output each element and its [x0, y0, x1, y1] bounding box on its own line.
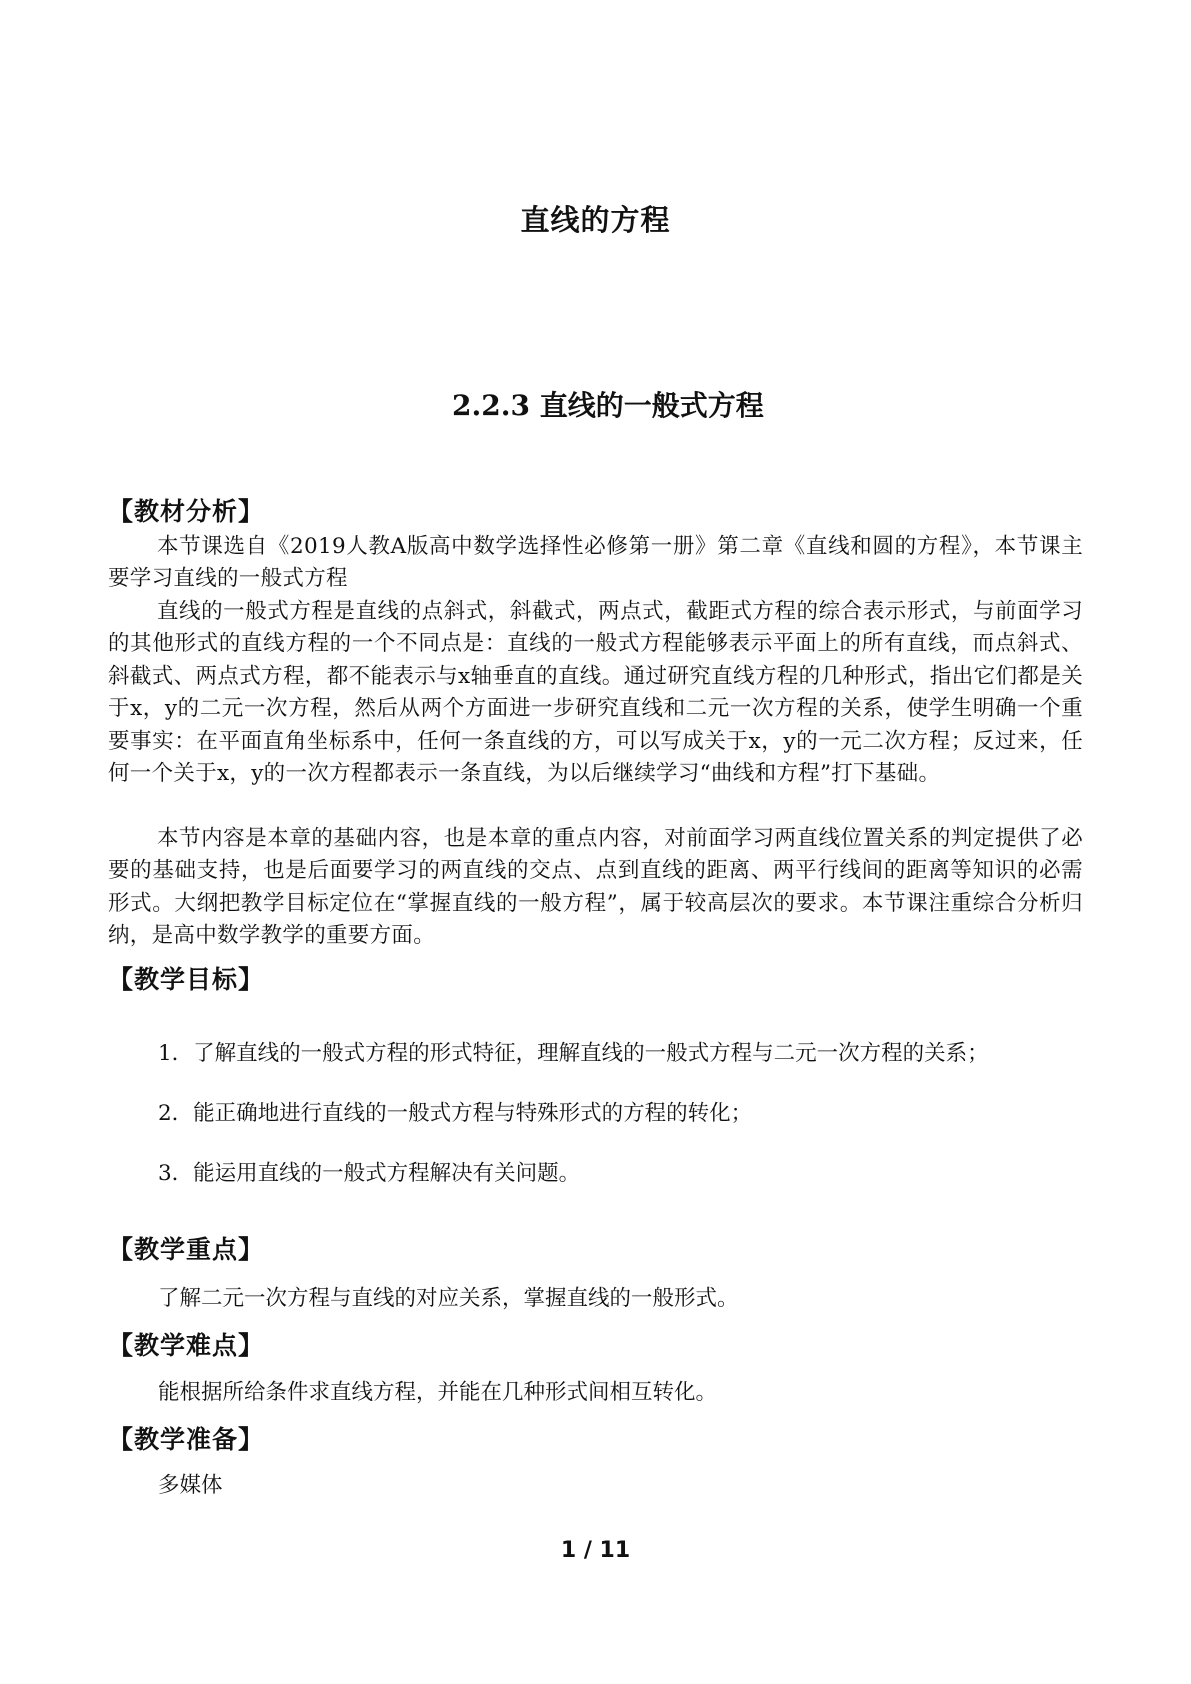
paragraph-textbook-analysis-2: 直线的一般式方程是直线的点斜式，斜截式，两点式，截距式方程的综合表示形式，与前面学习的其他形式的直线方程的一个不同点是：直线的一般式方程能够表示平面上的所有直线，而点斜式、斜截式、两点式方程，都不能表示与x轴垂直的直线。通过研究直线方程的几种形式，指出它们都是关于x，y的二元一次方程，然后从两个方面进一步研究直线和二元一次方程的关系，使学生明确一个重要事实：在平面直角坐标系中，任何一条直线的方，可以写成关于x，y的一元二次方程；反过来，任何一个关于x，y的一次方程都表示一条直线，为以后继续学习“曲线和方程”打下基础。: [108, 599, 1083, 787]
paragraph-textbook-analysis-3: 本节内容是本章的基础内容，也是本章的重点内容，对前面学习两直线位置关系的判定提供了必要的基础支持，也是后面要学习的两直线的交点、点到直线的距离、两平行线间的距离等知识的必需形式。大纲把教学目标定位在“掌握直线的一般方程”，属于较高层次的要求。本节课注重综合分析归纳，是高中数学教学的重要方面。: [108, 826, 1083, 949]
document-title: 直线的方程: [520, 203, 671, 237]
paragraph-textbook-analysis-1: 本节课选自《2019人教A版高中数学选择性必修第一册》第二章《直线和圆的方程》，本节课主要学习直线的一般式方程: [108, 534, 1083, 592]
teaching-focus-text: 了解二元一次方程与直线的对应关系，掌握直线的一般形式。: [158, 1286, 739, 1311]
heading-teaching-objectives: 【教学目标】: [108, 965, 265, 994]
heading-teaching-preparation: 【教学准备】: [108, 1425, 265, 1454]
objective-item: 2．能正确地进行直线的一般式方程与特殊形式的方程的转化；: [158, 1101, 753, 1126]
teaching-preparation-text: 多媒体: [158, 1473, 223, 1498]
section-title: 2.2.3 直线的一般式方程: [452, 389, 764, 422]
page-number: 1 / 11: [560, 1538, 631, 1563]
heading-teaching-focus: 【教学重点】: [108, 1235, 265, 1264]
heading-teaching-difficulty: 【教学难点】: [108, 1331, 265, 1360]
objective-item: 3．能运用直线的一般式方程解决有关问题。: [158, 1161, 581, 1186]
teaching-difficulty-text: 能根据所给条件求直线方程，并能在几种形式间相互转化。: [158, 1380, 718, 1405]
objective-item: 1．了解直线的一般式方程的形式特征，理解直线的一般式方程与二元一次方程的关系；: [158, 1041, 989, 1066]
heading-textbook-analysis: 【教材分析】: [108, 497, 265, 526]
